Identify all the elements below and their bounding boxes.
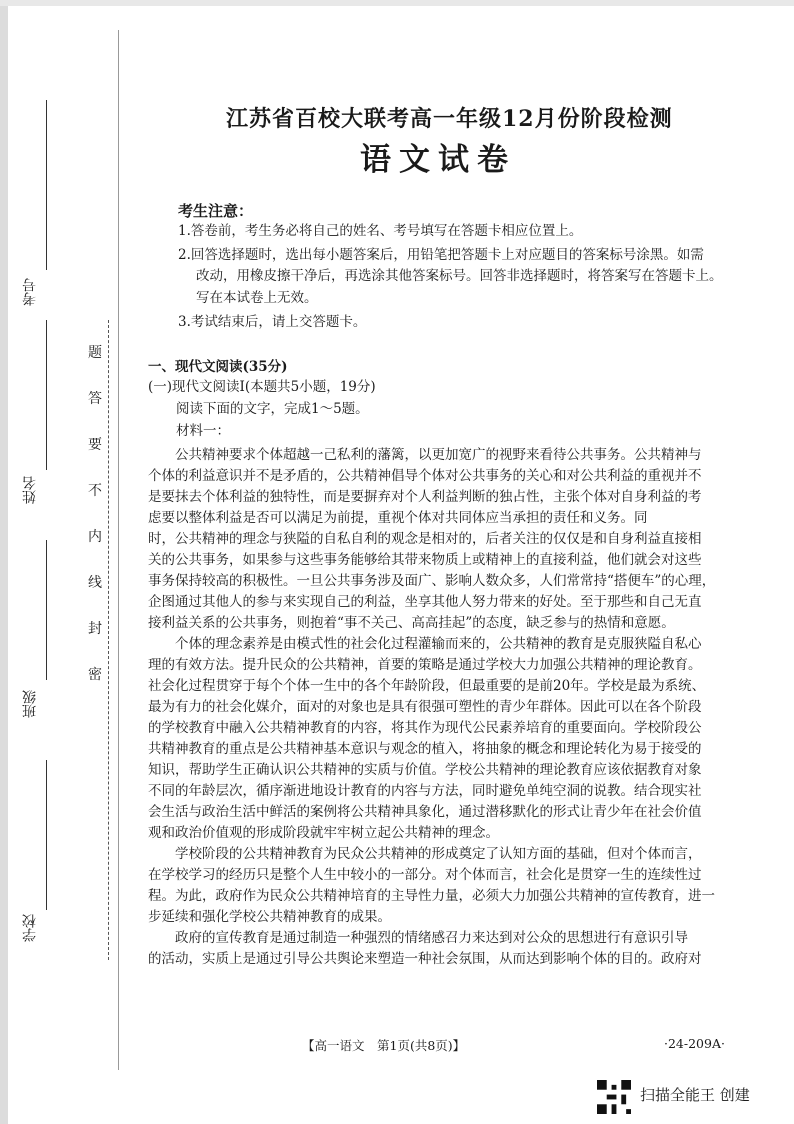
body-text-line: 程。为此，政府作为民众公共精神培育的主导性力量，必须大力加强公共精神的宣传教育，进一 — [148, 888, 715, 904]
seal-char: 封 — [88, 621, 102, 637]
body-text-line: 接利益关系的公共事务，则抱着“事不关己、高高挂起”的态度，缺乏参与的热情和意愿。 — [148, 615, 675, 631]
qr-code-icon — [597, 1080, 631, 1114]
body-text-line: 时，公共精神的理念与狭隘的自私自利的观念是相对的，后者关注的仅仅是和自身利益直接相 — [148, 531, 702, 547]
notice-heading: 考生注意： — [178, 202, 254, 220]
seal-char: 内 — [88, 529, 102, 545]
body-text-line: 共精神教育的重点是公共精神基本意识与观念的植入，将抽象的概念和理论转化为易于接受的 — [148, 741, 702, 757]
notice-item: 1.答卷前，考生务必将自己的姓名、考号填写在答题卡相应位置上。 — [178, 223, 583, 239]
scan-edge — [0, 0, 8, 1124]
section-heading: 一、现代文阅读(35分) — [148, 359, 288, 375]
seal-char: 线 — [88, 575, 102, 591]
body-text-line: 的学校教育中融入公共精神教育的内容，将其作为现代公民素养培育的重要面向。学校阶段公 — [148, 720, 702, 736]
body-text-line: 的活动，实质上是通过引导公共舆论来塑造一种社会氛围，从而达到影响个体的目的。政府对 — [148, 951, 702, 967]
material-label: 材料一： — [176, 423, 230, 439]
school-line — [46, 760, 47, 910]
name-label: 姓名 — [22, 476, 38, 504]
subject-title: 语文试卷 — [360, 142, 516, 178]
school-label: 学校 — [22, 914, 38, 942]
name-line — [46, 320, 47, 470]
body-text-line: 最为有力的社会化媒介，面对的对象也是具有很强可塑性的青少年群体。因此可以在各个阶段 — [148, 699, 702, 715]
body-text-line: 关的公共事务，如果参与这些事务能够给其带来物质上或精神上的直接利益，他们就会对这些 — [148, 552, 702, 568]
body-text-line: 个体的理念素养是由模式性的社会化过程灌输而来的，公共精神的教育是克服狭隘自私心 — [148, 636, 702, 652]
exam-title: 江苏省百校大联考高一年级12月份阶段检测 — [226, 106, 673, 132]
body-text-line: 是要抹去个体利益的独特性，而是要摒弃对个人利益判断的独占性，主张个体对自身利益的考 — [148, 489, 702, 505]
seal-text — [86, 342, 104, 684]
body-text-line: 政府的宣传教育是通过制造一种强烈的情绪感召力来达到对公众的思想进行有意识引导 — [148, 930, 688, 946]
body-text-line: 虑要以整体利益是否可以满足为前提，重视个体对共同体应当承担的责任和义务。同 — [148, 510, 648, 526]
body-text-line: 理的有效方法。提升民众的公共精神，首要的策略是通过学校大力加强公共精神的理论教育。 — [148, 657, 702, 673]
seal-char: 题 — [88, 345, 102, 361]
exam-number-label: 考号 — [22, 278, 38, 306]
class-line — [46, 540, 47, 680]
notice-item: 2.回答选择题时，选出每小题答案后，用铅笔把答题卡上对应题目的答案标号涂黑。如需 — [178, 247, 704, 263]
instruction-text: 阅读下面的文字，完成1～5题。 — [176, 401, 369, 417]
body-text-line: 个体的利益意识并不是矛盾的，公共精神倡导个体对公共事务的关心和对公共利益的重视并不 — [148, 468, 702, 484]
seal-char: 要 — [88, 437, 102, 453]
body-text-line: 会生活与政治生活中鲜活的案例将公共精神具象化，通过潜移默化的形式让青少年在社会价值 — [148, 804, 702, 820]
notice-item: 3.考试结束后，请上交答题卡。 — [178, 314, 367, 330]
body-text-line: 社会化过程贯穿于每个个体一生中的各个年龄阶段，但最重要的是前20年。学校是最为系统、 — [148, 678, 706, 694]
seal-dashed-line — [108, 320, 109, 960]
body-text-line: 在学校学习的经历只是整个人生中较小的一部分。对个体而言，社会化是贯穿一生的连续性过 — [148, 867, 702, 883]
body-text-line: 不同的年龄层次，循序渐进地设计教育的内容与方法，同时避免单纯空洞的说教。结合现实社 — [148, 783, 702, 799]
notice-item: 改动，用橡皮擦干净后，再选涂其他答案标号。回答非选择题时，将答案写在答题卡上。 — [196, 268, 723, 284]
body-text-line: 事务保持较高的积极性。一旦公共事务涉及面广、影响人数众多，人们常常持“搭便车”的心理， — [148, 573, 716, 589]
seal-char: 密 — [88, 667, 102, 683]
page-footer: 【高一语文 第1页(共8页)】 — [302, 1038, 466, 1053]
body-text-line: 企图通过其他人的参与来实现自己的利益，坐享其他人努力带来的好处。至于那些和自己无直 — [148, 594, 702, 610]
body-text-line: 观和政治价值观的形成阶段就牢牢树立起公共精神的理念。 — [148, 825, 499, 841]
body-text-line: 学校阶段的公共精神教育为民众公共精神的形成奠定了认知方面的基础，但对个体而言， — [148, 846, 702, 862]
section-subheading: (一)现代文阅读Ⅰ(本题共5小题，19分) — [148, 379, 376, 395]
body-text-line: 知识，帮助学生正确认识公共精神的实质与价值。学校公共精神的理论教育应该依据教育对象 — [148, 762, 702, 778]
seal-char: 不 — [88, 483, 102, 499]
body-text-line: 步延续和强化学校公共精神教育的成果。 — [148, 909, 391, 925]
seal-char: 答 — [88, 391, 102, 407]
scanner-watermark: 扫描全能王 创建 — [640, 1086, 750, 1104]
class-label: 班级 — [22, 690, 38, 718]
notice-item: 写在本试卷上无效。 — [196, 290, 318, 306]
exam-code: ·24-209A· — [664, 1036, 725, 1051]
body-text-line: 公共精神要求个体超越一己私利的藩篱，以更加宽广的视野来看待公共事务。公共精神与 — [148, 447, 702, 463]
exam-number-line — [46, 100, 47, 270]
scan-top-edge — [0, 0, 794, 6]
